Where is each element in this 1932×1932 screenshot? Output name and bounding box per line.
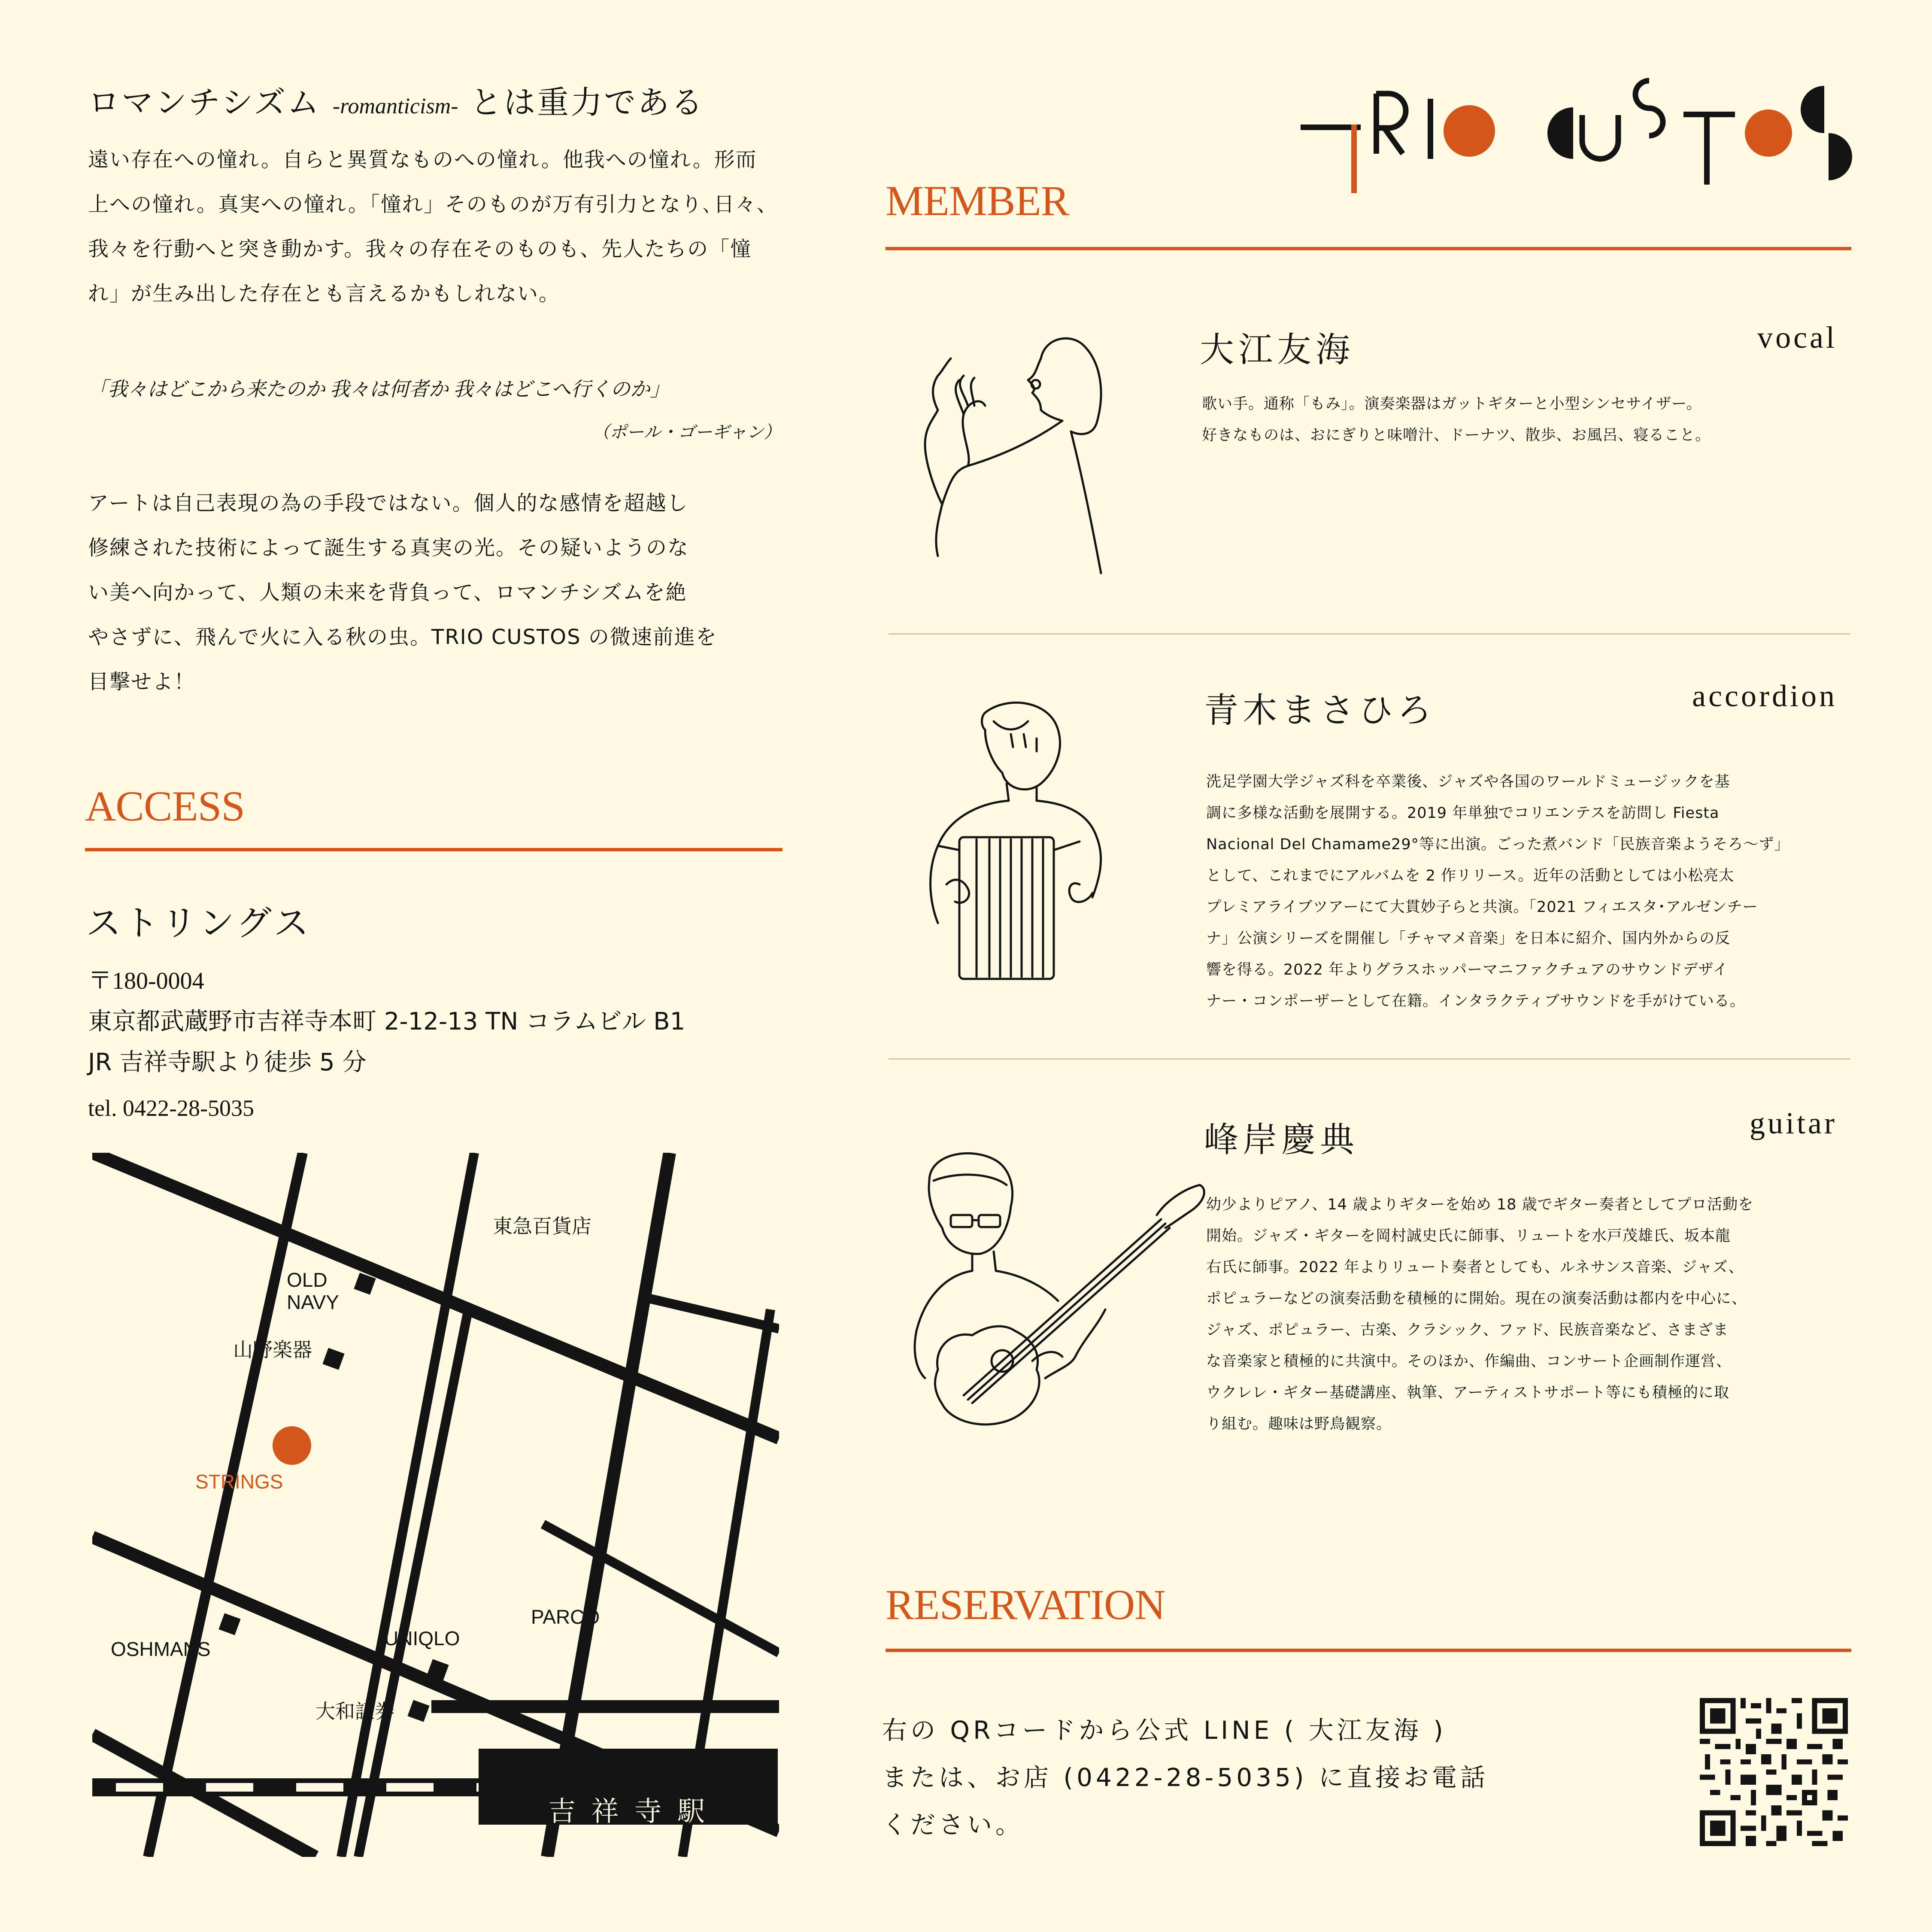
text-line: 上への憧れ。真実への憧れ。「憧れ」そのものが万有引力となり､日々、 xyxy=(88,192,778,216)
reservation-text xyxy=(882,1707,1489,1848)
intro-title-main: ロマンチシズム xyxy=(88,84,321,121)
text-line: 響を得る。2022 年よりグラスホッパーマニファクチュアのサウンドデザイ xyxy=(1206,961,1728,978)
text-line: ポピュラーなどの演奏活動を積極的に開始。現在の演奏活動は都内を中心に、 xyxy=(1206,1290,1747,1307)
map-label-yamano: 山野楽器 xyxy=(233,1339,312,1361)
member-description xyxy=(1206,766,1850,1017)
text-line: Nacional Del Chamame29°等に出演。ごった煮バンド「民族音楽ようそろ〜ず」 xyxy=(1206,836,1790,853)
map-label-daiwa: 大和証券 xyxy=(315,1700,394,1722)
text-line: 右の QRコードから公式 LINE ( 大江友海 ) xyxy=(882,1716,1447,1745)
map-label-station: 吉 祥 寺 駅 xyxy=(548,1796,709,1828)
qr-code-icon[interactable] xyxy=(1700,1698,1848,1846)
member-role: vocal xyxy=(1757,320,1837,355)
map-label-oshmans: OSHMANS xyxy=(111,1638,211,1660)
text-line: 遠い存在への憧れ。自らと異質なものへの憧れ。他我への憧れ。形而 xyxy=(88,148,757,172)
map-label-old-navy xyxy=(287,1269,339,1313)
map-icon xyxy=(92,1153,779,1857)
intro-paragraph-2 xyxy=(88,481,792,704)
intro-title-latin: -romanticism- xyxy=(332,94,458,118)
intro-title xyxy=(88,77,704,123)
intro-title-end: とは重力である xyxy=(470,84,705,121)
intro-paragraph-1 xyxy=(88,137,792,316)
text-line: やさずに、飛んで火に入る秋の虫。TRIO CUSTOS の微速前進を xyxy=(88,625,717,649)
text-line: 目撃せよ！ xyxy=(88,670,196,694)
directions: JR 吉祥寺駅より徒歩 5 分 xyxy=(88,1048,367,1076)
member-heading: MEMBER xyxy=(886,177,1069,225)
map-label-tokyu: 東急百貨店 xyxy=(493,1215,591,1237)
text-line: ください。 xyxy=(882,1810,1024,1839)
logo xyxy=(1301,69,1854,197)
logo-mark xyxy=(1301,69,1854,197)
member-role: accordion xyxy=(1692,679,1837,713)
member-description xyxy=(1202,389,1846,451)
address: 東京都武蔵野市吉祥寺本町 2-12-13 TN コラムビル B1 xyxy=(88,1008,685,1036)
text-line: ジャズ、ポピュラー、古楽、クラシック、ファド、民族音楽など、さまざま xyxy=(1206,1321,1729,1339)
member-name: 青木まさひろ xyxy=(1204,690,1436,730)
text-line: 洗足学園大学ジャズ科を卒業後、ジャズや各国のワールドミュージックを基 xyxy=(1206,773,1730,790)
map-label-strings: STRINGS xyxy=(195,1470,283,1493)
member-name: 大江友海 xyxy=(1200,330,1354,370)
access-rule xyxy=(85,848,783,851)
text-line: 右氏に師事。2022 年よりリュート奏者としても、ルネサンス音楽、ジャズ、 xyxy=(1206,1259,1744,1276)
text-line: 幼少よりピアノ、14 歳よりギターを始め 18 歳でギター奏者としてプロ活動を xyxy=(1206,1196,1754,1213)
access-heading: ACCESS xyxy=(85,782,245,830)
vocalist-illustration xyxy=(899,324,1127,582)
quote-source: （ポール・ゴーギャン） xyxy=(592,422,781,442)
member-rule xyxy=(886,247,1851,250)
postal-code: 〒180-0004 xyxy=(88,968,204,994)
member-divider xyxy=(889,1058,1850,1060)
text-line: 歌い手。通称「もみ」。演奏楽器はガットギターと小型シンセサイザー。 xyxy=(1202,395,1702,413)
map-label-parco: PARCO xyxy=(531,1606,600,1628)
text-line: れ」が生み出した存在とも言えるかもしれない。 xyxy=(88,282,561,306)
member-name: 峰岸慶典 xyxy=(1204,1120,1359,1160)
quote: 「我々はどこから来たのか 我々は何者か 我々はどこへ行くのか」 xyxy=(88,378,670,400)
member-role: guitar xyxy=(1750,1106,1837,1140)
text-line: ナ」公演シリーズを開催し「チャマメ音楽」を日本に紹介、国内外からの反 xyxy=(1206,930,1731,947)
text-line: い美へ向かって、人類の未来を背負って、ロマンチシズムを絶 xyxy=(88,580,687,605)
text-line: アートは自己表現の為の手段ではない。個人的な感情を超越し xyxy=(88,491,688,515)
text-line: ナー・コンポーザーとして在籍。インタラクティブサウンドを手がけている。 xyxy=(1206,993,1745,1010)
map-label-old-navy-line2: NAVY xyxy=(287,1291,339,1313)
map-label-old-navy-line1: OLD xyxy=(287,1269,328,1291)
member-description xyxy=(1206,1189,1850,1440)
text-line: 修練された技術によって誕生する真実の光。その疑いようのな xyxy=(88,536,689,560)
text-line: 調に多様な活動を展開する。2019 年単独でコリエンテスを訪問し Fiesta xyxy=(1206,805,1720,822)
map-label-uniqlo: UNIQLO xyxy=(384,1627,460,1649)
text-line: り組む。趣味は野鳥観察。 xyxy=(1206,1416,1392,1433)
tel: tel. 0422-28-5035 xyxy=(88,1095,254,1121)
reservation-heading: RESERVATION xyxy=(886,1581,1165,1628)
text-line: 我々を行動へと突き動かす。我々の存在そのものも、先人たちの「憧 xyxy=(88,237,752,261)
text-line: または、お店 (0422-28-5035) に直接お電話 xyxy=(882,1763,1489,1792)
accordionist-illustration xyxy=(908,696,1131,1005)
guitarist-illustration xyxy=(904,1146,1238,1438)
text-line: な音楽家と積極的に共演中。そのほか、作編曲、コンサート企画制作運営、 xyxy=(1206,1353,1732,1370)
venue-name: ストリングス xyxy=(86,903,312,944)
reservation-rule xyxy=(886,1649,1851,1652)
text-line: 開始。ジャズ・ギターを岡村誠史氏に師事、リュートを水戸茂雄氏、坂本龍 xyxy=(1206,1227,1731,1245)
text-line: 好きなものは、おにぎりと味噌汁、ドーナツ、散歩、お風呂、寝ること。 xyxy=(1202,427,1711,444)
text-line: ウクレレ・ギター基礎講座、執筆、アーティストサポート等にも積極的に取 xyxy=(1206,1384,1729,1401)
text-line: として、これまでにアルバムを 2 作リリース。近年の活動としては小松亮太 xyxy=(1206,867,1735,884)
text-line: プレミアライブツアーにて大貫妙子らと共演。｢2021 フィエスタ･アルゼンチー xyxy=(1206,899,1758,916)
member-divider xyxy=(889,633,1850,635)
